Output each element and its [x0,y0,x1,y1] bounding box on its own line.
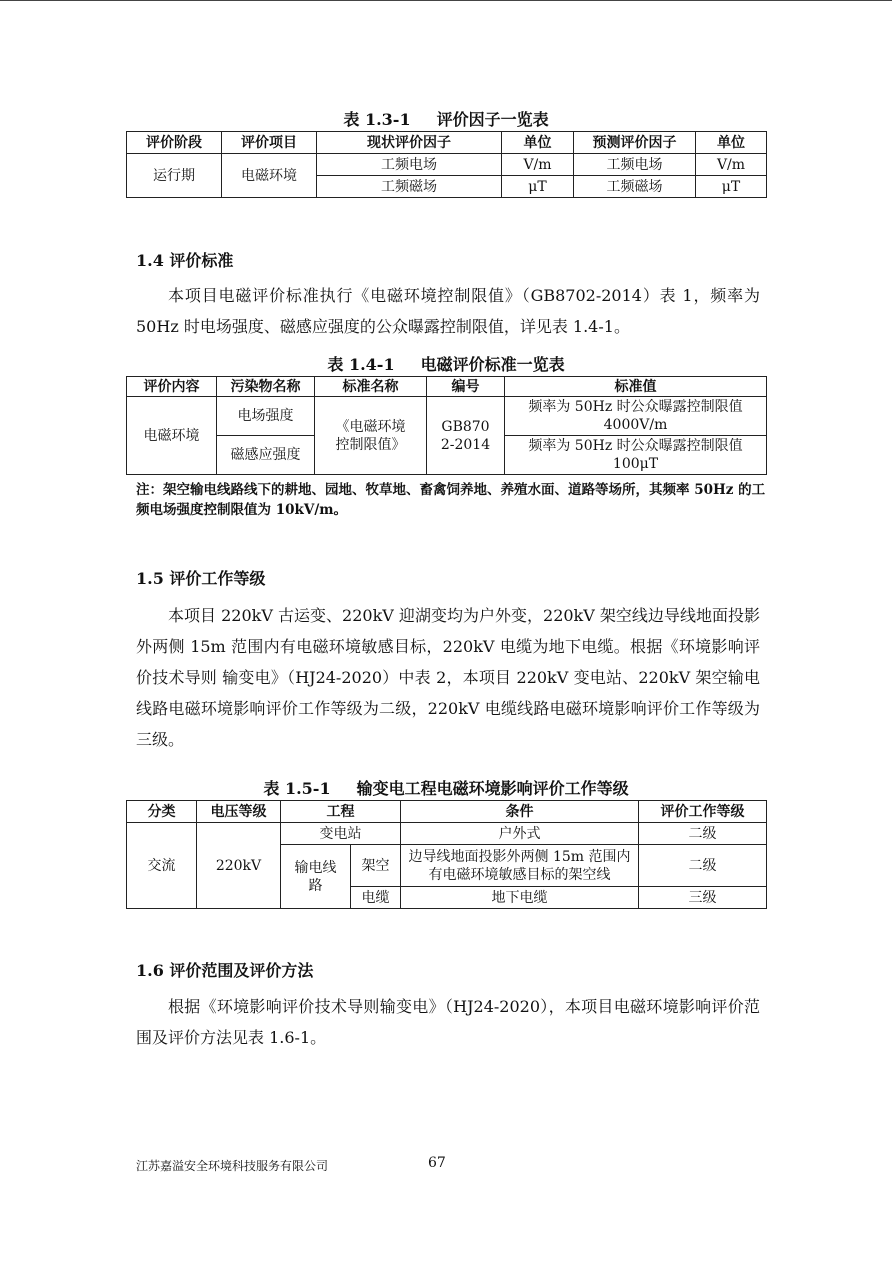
header-cell: 评价工作等级 [639,801,767,823]
table-cell: 变电站 [281,823,401,845]
table-row [127,154,767,176]
table-cell: 电缆 [351,887,401,909]
section-heading: 1.6 评价范围及评价方法 [136,961,314,980]
caption-title: 输变电工程电磁环境影响评价工作等级 [356,779,629,798]
caption-title: 电磁评价标准一览表 [420,355,565,374]
table-cell: 220kV [197,823,281,909]
header-cell: 编号 [427,377,505,397]
table-header-row [127,377,767,397]
standard-table [126,376,767,475]
table-cell: 架空 [351,845,401,887]
table-cell: 交流 [127,823,197,909]
header-cell: 单位 [696,132,767,154]
table-caption [126,779,766,799]
table-cell: 磁感应强度 [217,436,315,475]
table-cell: 二级 [639,823,767,845]
section-paragraph: 本项目 220kV 古运变、220kV 迎湖变均为户外变，220kV 架空线边导线地面投影外两侧 15m 范围内有电磁环境敏感目标，220kV 电缆为地下电缆。根据《环境影响评价技术导则 输变电》（HJ24-2020）中表 2，本项目 220kV 变电站、220kV 架空输电线路电磁环境影响评价工作等级为二级，220kV 电缆线路电磁环境影响评价工作等级为三级。 [136,606,760,749]
header-cell: 单位 [502,132,574,154]
header-cell: 评价项目 [222,132,317,154]
table-cell: 地下电缆 [401,887,639,909]
section-paragraph: 本项目电磁评价标准执行《电磁环境控制限值》（GB8702-2014）表 1，频率为 50Hz 时电场强度、磁感应强度的公众曝露控制限值，详见表 1.4-1。 [136,286,760,336]
table-note: 注：架空输电线路线下的耕地、园地、牧草地、畜禽饲养地、养殖水面、道路等场所，其频率 50Hz 的工频电场强度控制限值为 10kV/m。 [136,482,766,518]
caption-number: 表 1.3-1 [343,110,411,129]
table-caption [126,355,766,375]
section-heading: 1.5 评价工作等级 [136,569,266,588]
grade-table [126,800,767,909]
table-cell: 边导线地面投影外两侧 15m 范围内有电磁环境敏感目标的架空线 [401,845,639,887]
caption-number: 表 1.5-1 [263,779,331,798]
header-cell: 预测评价因子 [574,132,696,154]
page-top-border [0,0,892,1]
table-cell: V/m [502,154,574,176]
header-cell: 评价阶段 [127,132,222,154]
table-cell: μT [502,176,574,198]
caption-number: 表 1.4-1 [327,355,395,374]
table-cell: 三级 [639,887,767,909]
table-cell: 户外式 [401,823,639,845]
footer-company: 江苏嘉溢安全环境科技服务有限公司 [136,1159,329,1173]
table-row [127,823,767,845]
header-cell: 标准值 [505,377,767,397]
table-cell: μT [696,176,767,198]
caption-title: 评价因子一览表 [436,110,549,129]
table-header-row [127,132,767,154]
table-cell: 运行期 [127,154,222,198]
section-heading: 1.4 评价标准 [136,251,234,270]
table-row [127,397,767,436]
table-cell: 频率为 50Hz 时公众曝露控制限值 4000V/m [505,397,767,436]
table-header-row [127,801,767,823]
table-cell: 二级 [639,845,767,887]
table-cell: 电场强度 [217,397,315,436]
header-cell: 污染物名称 [217,377,315,397]
header-cell: 标准名称 [315,377,427,397]
table-cell: 《电磁环境控制限值》 [315,397,427,475]
table-cell: V/m [696,154,767,176]
table-cell: 电磁环境 [222,154,317,198]
header-cell: 现状评价因子 [317,132,502,154]
table-cell: 频率为 50Hz 时公众曝露控制限值 100μT [505,436,767,475]
header-cell: 工程 [281,801,401,823]
section-paragraph: 根据《环境影响评价技术导则输变电》（HJ24-2020），本项目电磁环境影响评价范围及评价方法见表 1.6-1。 [136,997,760,1047]
evaluation-factor-table [126,131,767,198]
table-cell: 工频电场 [574,154,696,176]
table-cell: 工频磁场 [574,176,696,198]
header-cell: 条件 [401,801,639,823]
table-cell: GB8702-2014 [427,397,505,475]
header-cell: 评价内容 [127,377,217,397]
header-cell: 分类 [127,801,197,823]
table-cell: 电磁环境 [127,397,217,475]
table-cell: 工频磁场 [317,176,502,198]
table-cell: 输电线路 [281,845,351,909]
page-number: 67 [428,1155,446,1171]
table-caption [126,110,766,130]
header-cell: 电压等级 [197,801,281,823]
table-cell: 工频电场 [317,154,502,176]
